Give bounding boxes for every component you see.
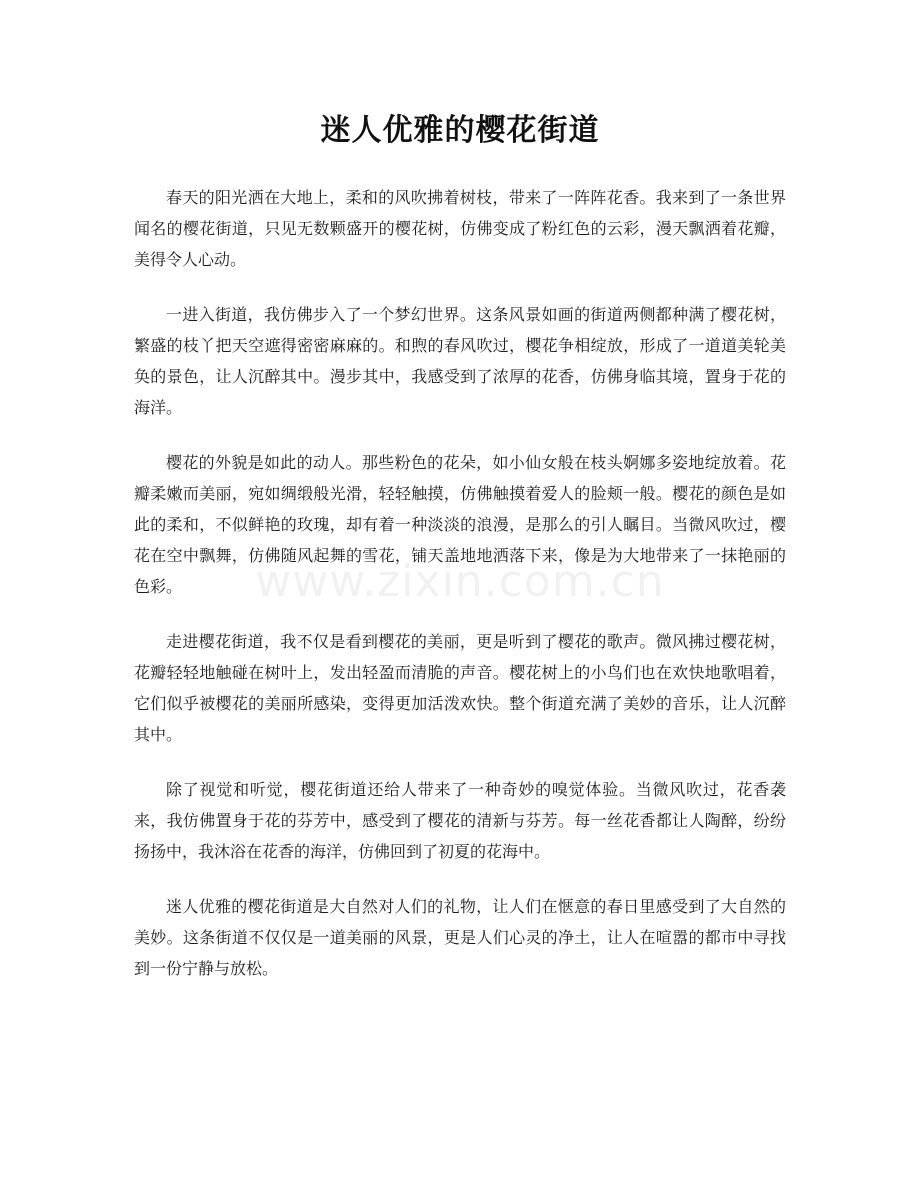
paragraph-1: 春天的阳光洒在大地上，柔和的风吹拂着树枝，带来了一阵阵花香。我来到了一条世界闻名的樱花街道，只见无数颗盛开的樱花树，仿佛变成了粉红色的云彩，漫天飘洒着花瓣，美得令人心动。 [134, 188, 786, 269]
document-title: 迷人优雅的樱花街道 [320, 113, 600, 148]
paragraph-4: 走进樱花街道，我不仅是看到樱花的美丽，更是听到了樱花的歌声。微风拂过樱花树，花瓣轻轻地触碰在树叶上，发出轻盈而清脆的声音。樱花树上的小鸟们也在欢快地歌唱着，它们似乎被樱花的美丽所感染，变得更加活泼欢快。整个街道充满了美妙的音乐，让人沉醉其中。 [134, 632, 786, 744]
paragraph-5: 除了视觉和听觉，樱花街道还给人带来了一种奇妙的嗅觉体验。当微风吹过，花香袭来，我仿佛置身于花的芬芳中，感受到了樱花的清新与芬芳。每一丝花香都让人陶醉，纷纷扬扬中，我沐浴在花香的海洋，仿佛回到了初夏的花海中。 [134, 780, 786, 861]
paragraph-3: 樱花的外貌是如此的动人。那些粉色的花朵，如小仙女般在枝头婀娜多姿地绽放着。花瓣柔嫩而美丽，宛如绸缎般光滑，轻轻触摸，仿佛触摸着爱人的脸颊一般。樱花的颜色是如此的柔和，不似鲜艳的玫瑰，却有着一种淡淡的浪漫，是那么的引人瞩目。当微风吹过，樱花在空中飘舞，仿佛随风起舞的雪花，铺天盖地地洒落下来，像是为大地带来了一抹艳丽的色彩。 [134, 453, 786, 596]
paragraph-2: 一进入街道，我仿佛步入了一个梦幻世界。这条风景如画的街道两侧都种满了樱花树，繁盛的枝丫把天空遮得密密麻麻的。和煦的春风吹过，樱花争相绽放，形成了一道道美轮美奂的景色，让人沉醉其中。漫步其中，我感受到了浓厚的花香，仿佛身临其境，置身于花的海洋。 [134, 305, 786, 417]
watermark: www.zixin.com.cn [255, 556, 665, 607]
document-body [134, 182, 786, 1008]
paragraph-6: 迷人优雅的樱花街道是大自然对人们的礼物，让人们在惬意的春日里感受到了大自然的美妙。这条街道不仅仅是一道美丽的风景，更是人们心灵的净土，让人在喧嚣的都市中寻找到一份宁静与放松。 [134, 897, 786, 978]
